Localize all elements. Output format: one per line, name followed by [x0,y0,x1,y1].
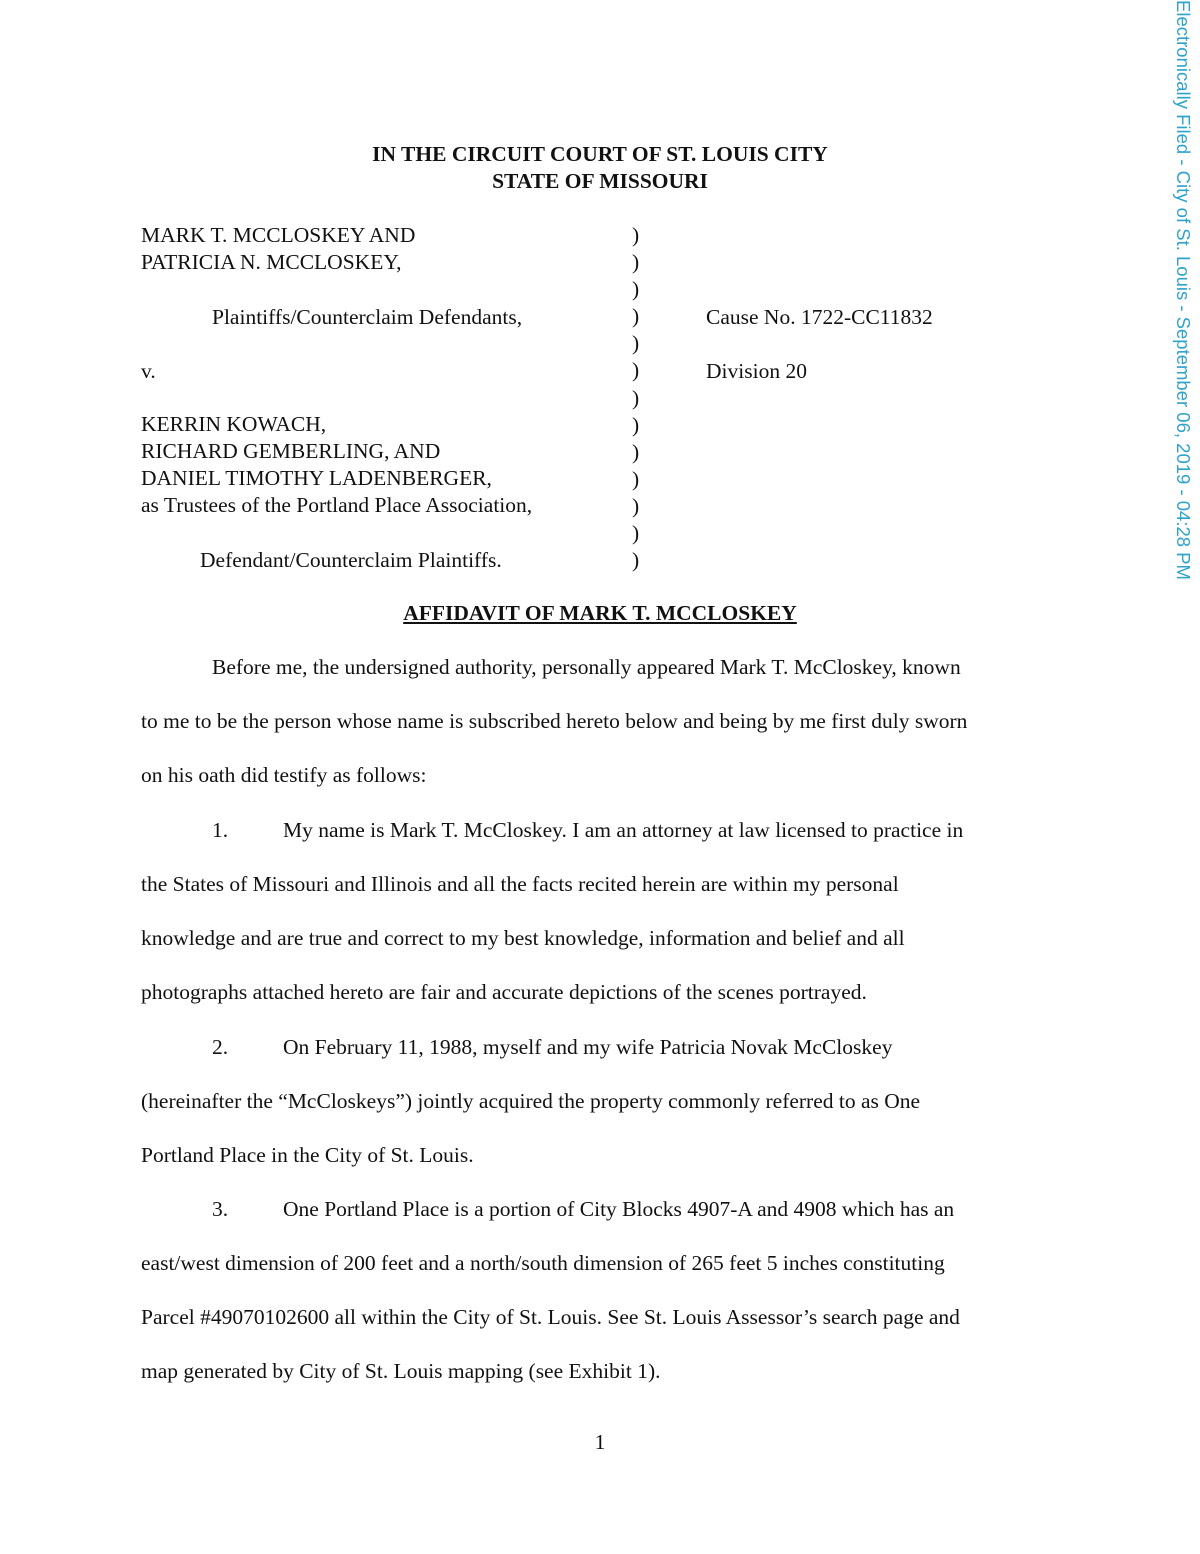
document-title: AFFIDAVIT OF MARK T. MCCLOSKEY [403,601,797,625]
paragraph-line: On February 11, 1988, myself and my wife Patricia Novak McCloskey [283,1035,893,1059]
page-number: 1 [594,1430,606,1454]
defendant-name-1: KERRIN KOWACH, [141,412,327,436]
caption-paren: ) [632,412,640,437]
versus: v. [141,359,156,383]
paragraph-number: 1. [212,818,229,842]
caption-paren: ) [632,466,640,491]
plaintiff-role: Plaintiffs/Counterclaim Defendants, [212,305,523,329]
defendant-trustees: as Trustees of the Portland Place Association, [141,493,533,517]
caption-paren: ) [632,250,640,275]
caption-paren: ) [632,331,640,356]
caption-paren: ) [632,385,640,410]
plaintiff-name-2: PATRICIA N. MCCLOSKEY, [141,250,402,274]
paragraph-line: My name is Mark T. McCloskey. I am an attorney at law licensed to practice in [283,818,964,842]
cause-number: Cause No. 1722-CC11832 [706,305,933,329]
caption-paren: ) [632,521,640,546]
paragraph-line: map generated by City of St. Louis mapping (see Exhibit 1). [141,1359,661,1383]
court-heading-line2: STATE OF MISSOURI [492,169,708,193]
filing-stamp: Electronically Filed - City of St. Louis - September 06, 2019 - 04:28 PM [1173,0,1194,580]
defendant-role: Defendant/Counterclaim Plaintiffs. [200,548,502,572]
caption-paren: ) [632,358,640,383]
division: Division 20 [706,359,807,383]
paragraph-line: Portland Place in the City of St. Louis. [141,1143,474,1167]
caption-paren: ) [632,493,640,518]
caption-paren: ) [632,277,640,302]
paragraph-line: east/west dimension of 200 feet and a north/south dimension of 265 feet 5 inches constituting [141,1251,945,1275]
caption-paren: ) [632,439,640,464]
caption-paren: ) [632,304,640,329]
intro-line-3: on his oath did testify as follows: [141,763,427,787]
paragraph-number: 2. [212,1035,229,1059]
paragraph-line: Parcel #49070102600 all within the City of St. Louis. See St. Louis Assessor’s search page and [141,1305,960,1329]
caption-paren: ) [632,548,640,573]
paragraph-line: One Portland Place is a portion of City Blocks 4907-A and 4908 which has an [283,1197,955,1221]
paragraph-line: photographs attached hereto are fair and accurate depictions of the scenes portrayed. [141,980,867,1004]
paragraph-line: knowledge and are true and correct to my best knowledge, information and belief and all [141,926,905,950]
court-heading-line1: IN THE CIRCUIT COURT OF ST. LOUIS CITY [372,142,828,166]
caption-paren-column [632,222,639,574]
paragraph-line: (hereinafter the “McCloskeys”) jointly acquired the property commonly referred to as One [141,1089,921,1113]
defendant-name-2: RICHARD GEMBERLING, AND [141,439,441,463]
caption-paren: ) [632,223,640,247]
paragraph-number: 3. [212,1197,229,1221]
paragraph-line: the States of Missouri and Illinois and all the facts recited herein are within my personal [141,872,899,896]
intro-line-1: Before me, the undersigned authority, personally appeared Mark T. McCloskey, known [212,655,961,679]
intro-line-2: to me to be the person whose name is subscribed hereto below and being by me first duly sworn [141,709,968,733]
defendant-name-3: DANIEL TIMOTHY LADENBERGER, [141,466,492,490]
plaintiff-name-1: MARK T. MCCLOSKEY AND [141,223,416,247]
